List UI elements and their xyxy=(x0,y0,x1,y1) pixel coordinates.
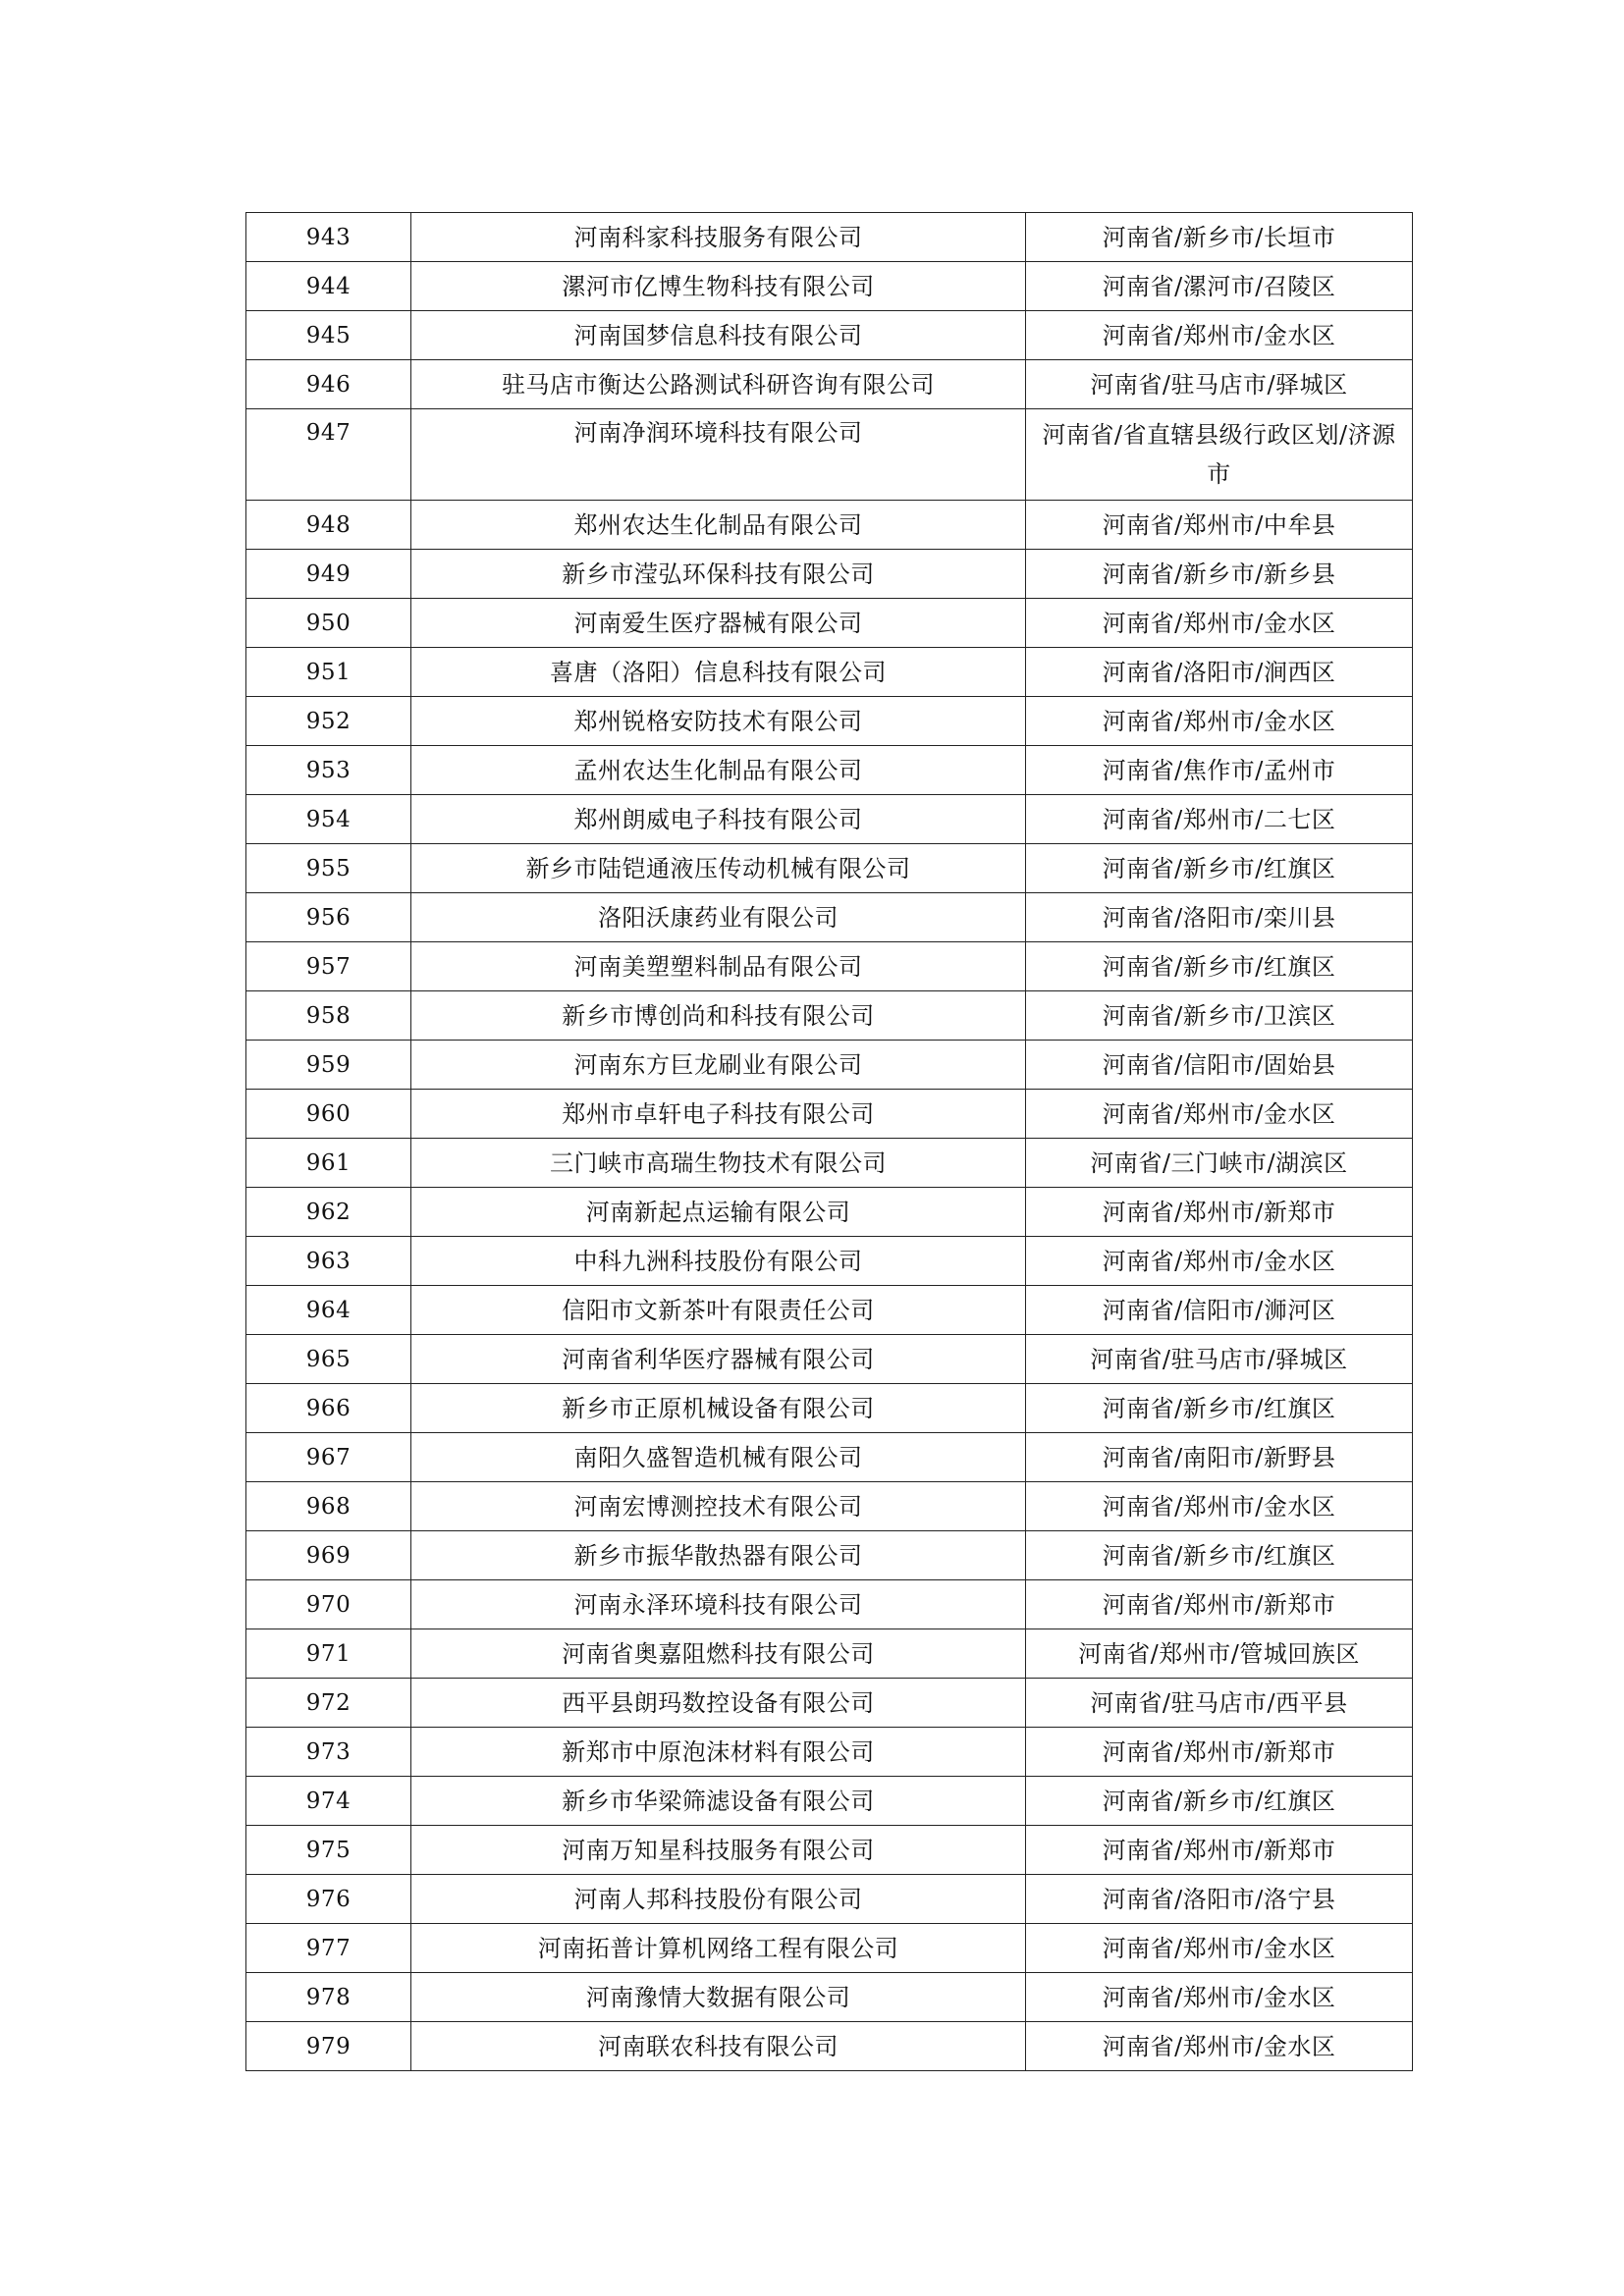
table-row xyxy=(246,409,1413,501)
row-number-cell: 967 xyxy=(246,1433,411,1482)
company-name-cell: 喜唐（洛阳）信息科技有限公司 xyxy=(411,648,1026,697)
row-number-cell: 948 xyxy=(246,501,411,550)
company-name-cell: 郑州市卓轩电子科技有限公司 xyxy=(411,1090,1026,1139)
region-cell: 河南省/新乡市/红旗区 xyxy=(1026,942,1413,991)
table-row xyxy=(246,1384,1413,1433)
region-cell: 河南省/新乡市/红旗区 xyxy=(1026,1777,1413,1826)
region-cell: 河南省/新乡市/红旗区 xyxy=(1026,1531,1413,1580)
row-number-cell: 969 xyxy=(246,1531,411,1580)
table-row xyxy=(246,942,1413,991)
region-cell: 河南省/焦作市/孟州市 xyxy=(1026,746,1413,795)
table-row xyxy=(246,1679,1413,1728)
region-cell: 河南省/南阳市/新野县 xyxy=(1026,1433,1413,1482)
region-cell: 河南省/郑州市/新郑市 xyxy=(1026,1188,1413,1237)
company-name-cell: 中科九洲科技股份有限公司 xyxy=(411,1237,1026,1286)
company-name-cell: 三门峡市高瑞生物技术有限公司 xyxy=(411,1139,1026,1188)
table-row xyxy=(246,311,1413,360)
company-name-cell: 郑州农达生化制品有限公司 xyxy=(411,501,1026,550)
company-name-cell: 河南联农科技有限公司 xyxy=(411,2022,1026,2071)
company-name-cell: 郑州锐格安防技术有限公司 xyxy=(411,697,1026,746)
company-name-cell: 洛阳沃康药业有限公司 xyxy=(411,893,1026,942)
company-name-cell: 河南净润环境科技有限公司 xyxy=(411,409,1026,501)
table-row xyxy=(246,893,1413,942)
company-name-cell: 河南省奥嘉阻燃科技有限公司 xyxy=(411,1629,1026,1679)
region-cell: 河南省/洛阳市/洛宁县 xyxy=(1026,1875,1413,1924)
row-number-cell: 954 xyxy=(246,795,411,844)
region-cell: 河南省/郑州市/金水区 xyxy=(1026,311,1413,360)
row-number-cell: 962 xyxy=(246,1188,411,1237)
company-name-cell: 驻马店市衡达公路测试科研咨询有限公司 xyxy=(411,360,1026,409)
company-name-cell: 新乡市振华散热器有限公司 xyxy=(411,1531,1026,1580)
row-number-cell: 960 xyxy=(246,1090,411,1139)
region-cell: 河南省/三门峡市/湖滨区 xyxy=(1026,1139,1413,1188)
company-name-cell: 河南科家科技服务有限公司 xyxy=(411,213,1026,262)
row-number-cell: 970 xyxy=(246,1580,411,1629)
table-row xyxy=(246,1777,1413,1826)
table-row xyxy=(246,1826,1413,1875)
table-row xyxy=(246,1139,1413,1188)
company-name-cell: 新乡市华梁筛滤设备有限公司 xyxy=(411,1777,1026,1826)
table-row xyxy=(246,648,1413,697)
company-name-cell: 河南宏博测控技术有限公司 xyxy=(411,1482,1026,1531)
table-row xyxy=(246,262,1413,311)
row-number-cell: 951 xyxy=(246,648,411,697)
region-cell: 河南省/郑州市/金水区 xyxy=(1026,697,1413,746)
company-name-cell: 孟州农达生化制品有限公司 xyxy=(411,746,1026,795)
row-number-cell: 947 xyxy=(246,409,411,501)
row-number-cell: 952 xyxy=(246,697,411,746)
company-name-cell: 新乡市博创尚和科技有限公司 xyxy=(411,991,1026,1041)
company-name-cell: 郑州朗威电子科技有限公司 xyxy=(411,795,1026,844)
company-name-cell: 河南人邦科技股份有限公司 xyxy=(411,1875,1026,1924)
region-cell: 河南省/郑州市/新郑市 xyxy=(1026,1728,1413,1777)
row-number-cell: 961 xyxy=(246,1139,411,1188)
region-cell: 河南省/信阳市/固始县 xyxy=(1026,1041,1413,1090)
region-cell: 河南省/郑州市/新郑市 xyxy=(1026,1826,1413,1875)
row-number-cell: 956 xyxy=(246,893,411,942)
company-name-cell: 河南东方巨龙刷业有限公司 xyxy=(411,1041,1026,1090)
region-cell: 河南省/新乡市/长垣市 xyxy=(1026,213,1413,262)
region-cell: 河南省/郑州市/金水区 xyxy=(1026,1237,1413,1286)
region-cell: 河南省/郑州市/金水区 xyxy=(1026,1924,1413,1973)
region-cell: 河南省/驻马店市/驿城区 xyxy=(1026,1335,1413,1384)
region-cell: 河南省/洛阳市/栾川县 xyxy=(1026,893,1413,942)
table-row xyxy=(246,1629,1413,1679)
row-number-cell: 950 xyxy=(246,599,411,648)
table-row xyxy=(246,501,1413,550)
table-row xyxy=(246,1286,1413,1335)
company-name-cell: 漯河市亿博生物科技有限公司 xyxy=(411,262,1026,311)
company-name-cell: 南阳久盛智造机械有限公司 xyxy=(411,1433,1026,1482)
row-number-cell: 953 xyxy=(246,746,411,795)
row-number-cell: 965 xyxy=(246,1335,411,1384)
table-row xyxy=(246,1531,1413,1580)
region-cell: 河南省/驻马店市/驿城区 xyxy=(1026,360,1413,409)
row-number-cell: 958 xyxy=(246,991,411,1041)
table-row xyxy=(246,1237,1413,1286)
row-number-cell: 968 xyxy=(246,1482,411,1531)
region-cell: 河南省/新乡市/红旗区 xyxy=(1026,1384,1413,1433)
table-row xyxy=(246,1973,1413,2022)
row-number-cell: 971 xyxy=(246,1629,411,1679)
row-number-cell: 943 xyxy=(246,213,411,262)
table-row xyxy=(246,1188,1413,1237)
region-cell: 河南省/郑州市/金水区 xyxy=(1026,1973,1413,2022)
table-row xyxy=(246,746,1413,795)
row-number-cell: 945 xyxy=(246,311,411,360)
row-number-cell: 946 xyxy=(246,360,411,409)
region-cell: 河南省/郑州市/金水区 xyxy=(1026,1482,1413,1531)
table-row xyxy=(246,1041,1413,1090)
table-row xyxy=(246,1924,1413,1973)
table-row xyxy=(246,1580,1413,1629)
company-name-cell: 河南新起点运输有限公司 xyxy=(411,1188,1026,1237)
table-row xyxy=(246,795,1413,844)
company-name-cell: 西平县朗玛数控设备有限公司 xyxy=(411,1679,1026,1728)
company-name-cell: 河南永泽环境科技有限公司 xyxy=(411,1580,1026,1629)
region-cell: 河南省/新乡市/新乡县 xyxy=(1026,550,1413,599)
row-number-cell: 959 xyxy=(246,1041,411,1090)
region-cell: 河南省/新乡市/红旗区 xyxy=(1026,844,1413,893)
row-number-cell: 977 xyxy=(246,1924,411,1973)
row-number-cell: 974 xyxy=(246,1777,411,1826)
region-cell: 河南省/郑州市/金水区 xyxy=(1026,599,1413,648)
region-cell: 河南省/省直辖县级行政区划/济源市 xyxy=(1026,409,1413,501)
region-cell: 河南省/漯河市/召陵区 xyxy=(1026,262,1413,311)
company-list-body xyxy=(246,213,1413,2071)
table-row xyxy=(246,550,1413,599)
table-row xyxy=(246,2022,1413,2071)
table-row xyxy=(246,991,1413,1041)
table-row xyxy=(246,1482,1413,1531)
region-cell: 河南省/洛阳市/涧西区 xyxy=(1026,648,1413,697)
table-row xyxy=(246,213,1413,262)
row-number-cell: 978 xyxy=(246,1973,411,2022)
row-number-cell: 966 xyxy=(246,1384,411,1433)
table-row xyxy=(246,1090,1413,1139)
company-name-cell: 河南美塑塑料制品有限公司 xyxy=(411,942,1026,991)
company-name-cell: 新乡市陆铠通液压传动机械有限公司 xyxy=(411,844,1026,893)
company-name-cell: 新乡市正原机械设备有限公司 xyxy=(411,1384,1026,1433)
company-name-cell: 河南豫情大数据有限公司 xyxy=(411,1973,1026,2022)
table-row xyxy=(246,1728,1413,1777)
row-number-cell: 957 xyxy=(246,942,411,991)
company-name-cell: 新郑市中原泡沫材料有限公司 xyxy=(411,1728,1026,1777)
row-number-cell: 955 xyxy=(246,844,411,893)
table-row xyxy=(246,697,1413,746)
table-row xyxy=(246,1875,1413,1924)
table-row xyxy=(246,1335,1413,1384)
region-cell: 河南省/郑州市/金水区 xyxy=(1026,2022,1413,2071)
row-number-cell: 964 xyxy=(246,1286,411,1335)
row-number-cell: 949 xyxy=(246,550,411,599)
region-cell: 河南省/新乡市/卫滨区 xyxy=(1026,991,1413,1041)
region-cell: 河南省/郑州市/新郑市 xyxy=(1026,1580,1413,1629)
company-name-cell: 河南万知星科技服务有限公司 xyxy=(411,1826,1026,1875)
region-cell: 河南省/郑州市/管城回族区 xyxy=(1026,1629,1413,1679)
row-number-cell: 963 xyxy=(246,1237,411,1286)
table-row xyxy=(246,844,1413,893)
table-row xyxy=(246,1433,1413,1482)
region-cell: 河南省/郑州市/中牟县 xyxy=(1026,501,1413,550)
row-number-cell: 979 xyxy=(246,2022,411,2071)
company-name-cell: 河南省利华医疗器械有限公司 xyxy=(411,1335,1026,1384)
company-name-cell: 信阳市文新茶叶有限责任公司 xyxy=(411,1286,1026,1335)
company-name-cell: 河南爱生医疗器械有限公司 xyxy=(411,599,1026,648)
table-row xyxy=(246,360,1413,409)
company-name-cell: 河南拓普计算机网络工程有限公司 xyxy=(411,1924,1026,1973)
company-name-cell: 河南国梦信息科技有限公司 xyxy=(411,311,1026,360)
region-cell: 河南省/信阳市/浉河区 xyxy=(1026,1286,1413,1335)
region-cell: 河南省/郑州市/金水区 xyxy=(1026,1090,1413,1139)
company-list-table xyxy=(245,212,1413,2071)
row-number-cell: 944 xyxy=(246,262,411,311)
row-number-cell: 976 xyxy=(246,1875,411,1924)
table-row xyxy=(246,599,1413,648)
region-cell: 河南省/驻马店市/西平县 xyxy=(1026,1679,1413,1728)
company-name-cell: 新乡市滢弘环保科技有限公司 xyxy=(411,550,1026,599)
row-number-cell: 972 xyxy=(246,1679,411,1728)
region-cell: 河南省/郑州市/二七区 xyxy=(1026,795,1413,844)
row-number-cell: 973 xyxy=(246,1728,411,1777)
row-number-cell: 975 xyxy=(246,1826,411,1875)
